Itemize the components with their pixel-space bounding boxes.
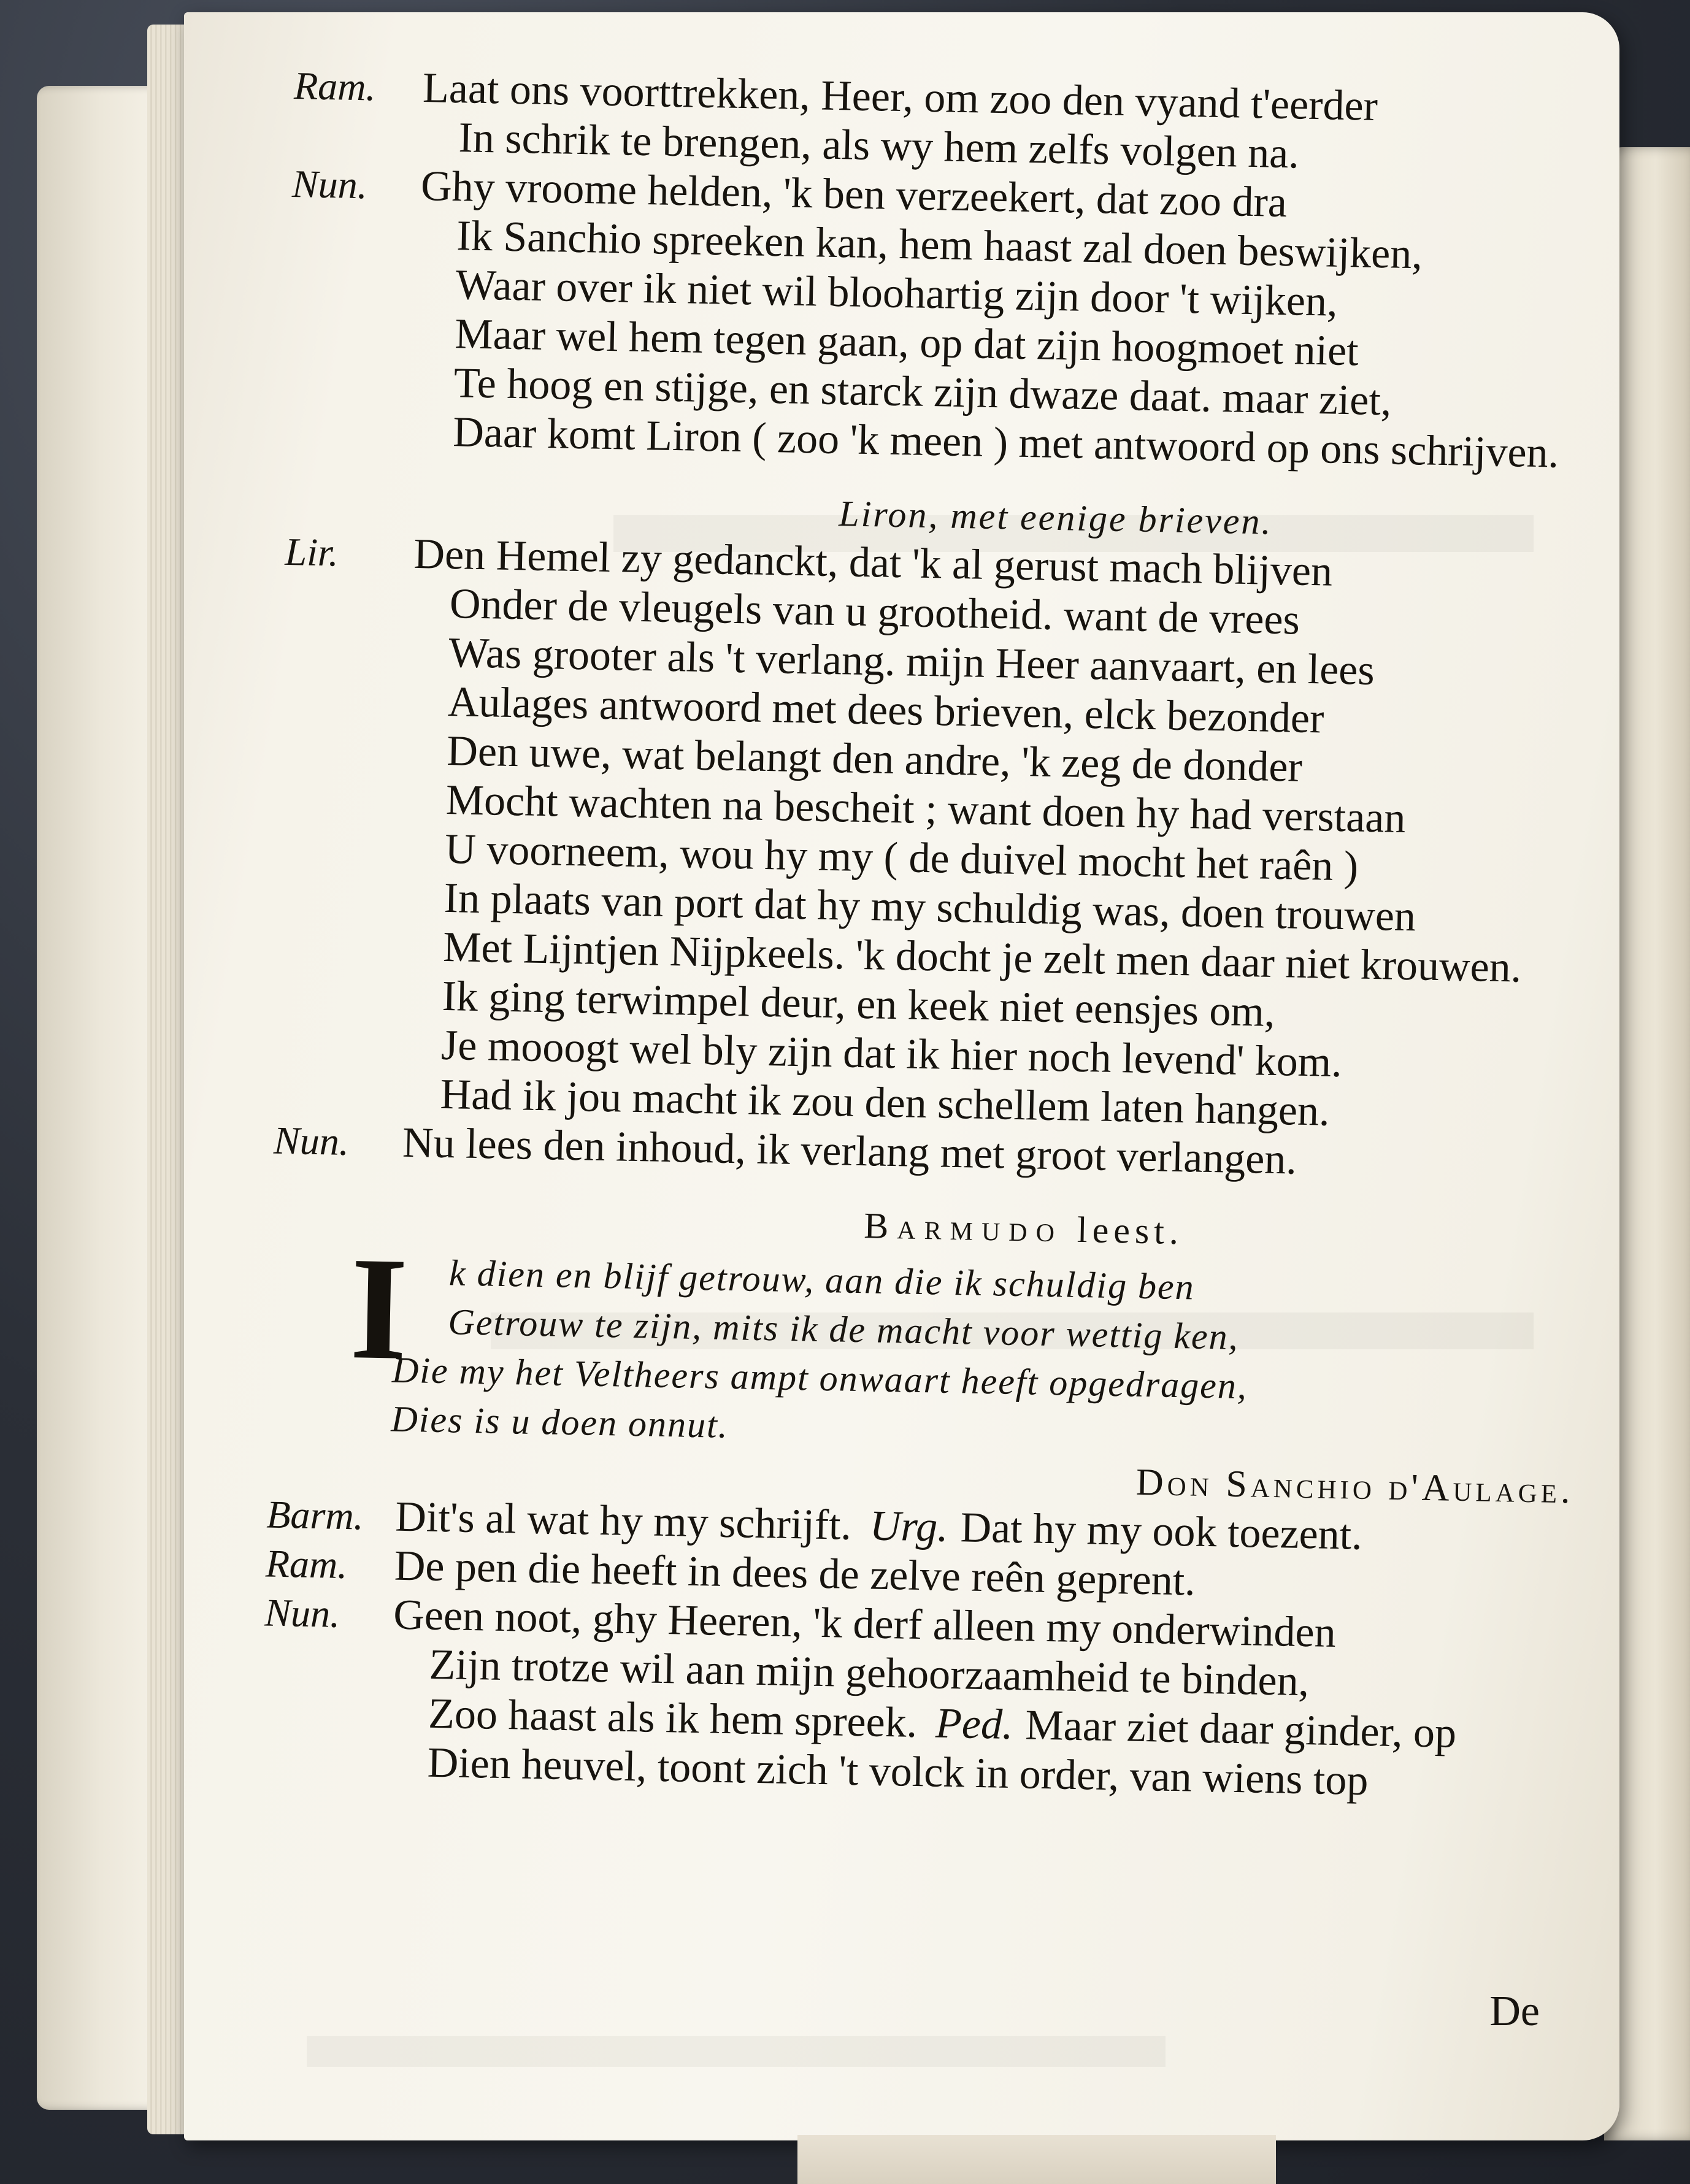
verse-text: Ik ging terwimpel deur, en keek niet eensjes om, [442,972,1276,1036]
speaker-label: Nun. [264,1590,340,1636]
verse-text: Mocht wachten na bescheit ; want doen hy had verstaan [445,776,1407,842]
letter-line: Getrouw te zijn, mits ik de macht voor wettig ken, [447,1301,1240,1357]
book-page [184,12,1619,2140]
verse-text: Met Lijntjen Nijpkeels. 'k docht je zelt men daar niet krouwen. [442,923,1522,992]
verse-segment: Dit's al wat hy my schrijft. [394,1493,852,1549]
drop-cap: I [348,1226,409,1390]
verse-text: U voorneem, wou hy my ( de duivel mocht het raên ) [444,825,1359,891]
verse-text: Aulages antwoord met dees brieven, elck bezonder [447,678,1325,743]
speaker-label: Ped. [935,1699,1014,1749]
verse-segment: Maar ziet daar ginder, op [1024,1701,1457,1757]
verse-text: Daar komt Liron ( zoo 'k meen ) met antwoord op ons schrijven. [452,408,1559,477]
verse-segment: Dat hy my ook toezent. [959,1504,1363,1559]
letter-signature: Don Sanchio d'Aulage. [1135,1461,1575,1512]
verse-text: In schrik te brengen, als wy hem zelfs volgen na. [458,114,1300,178]
verse-text: Geen noot, ghy Heeren, 'k derf alleen my onderwinden [393,1591,1337,1657]
verse-text: Had ik jou macht ik zou den schellem laten hangen. [439,1070,1331,1135]
verse-text: De pen die heeft in dees de zelve reên geprent. [394,1542,1196,1605]
speaker-label: Ram. [265,1541,348,1587]
letter-line: k dien en blijf getrouw, aan die ik schuldig ben [448,1252,1196,1308]
speaker-label: Ram. [293,63,377,109]
verse-text: Laat ons voorttrekken, Heer, om zoo den vyand t'eerder [422,64,1378,130]
reads-verb: leest. [1077,1209,1184,1252]
speaker-label: Lir. [284,529,339,575]
play-text [261,61,1613,1810]
verse-text: Was grooter als 't verlang. mijn Heer aanvaart, en lees [448,629,1375,694]
show-through-shadow [307,2036,1166,2067]
verse-text: Den Hemel zy gedanckt, dat 'k al gerust mach blijven [413,530,1333,596]
verse-segment: Zoo haast als ik hem spreek. [428,1690,918,1747]
verse-text: Zijn trotze wil aan mijn gehoorzaamheid te binden, [429,1641,1310,1706]
verse-text: Te hoog en stijge, en starck zijn dwaze daat. maar ziet, [453,359,1392,425]
verse-text: Waar over ik niet wil bloohartig zijn door 't wijken, [455,261,1339,326]
verse-text: Den uwe, wat belangt den andre, 'k zeg de donder [446,727,1303,791]
verse-text: Ik Sanchio spreeken kan, hem haast zal doen beswijken, [456,212,1423,278]
speaker-label: Nun. [291,161,368,207]
verse-text: Nu lees den inhoud, ik verlang met groot verlangen. [402,1119,1297,1184]
letter-line: Die my het Veltheers ampt onwaart heeft opgedragen, [391,1349,1248,1407]
stage-direction: Liron, met eenige brieven. [838,493,1273,542]
speaker-label: Nun. [273,1118,350,1164]
verse-text: Onder de vleugels van u grootheid. want de vrees [449,580,1300,644]
verse-text: Maar wel hem tegen gaan, op dat zijn hoogmoet niet [454,310,1359,375]
verse-text: Dien heuvel, toont zich 't volck in order, van wiens top [427,1739,1369,1805]
verse-text: Je mooogt wel bly zijn dat ik hier noch levend' kom. [440,1021,1343,1087]
bookmark-strip [797,2135,1276,2184]
catchword: De [1489,1988,1540,2035]
speaker-label: Urg. [869,1502,949,1551]
speaker-label: Barm. [266,1492,364,1538]
verse-text: Ghy vroome helden, 'k ben verzeekert, dat zoo dra [420,163,1288,227]
letter-line: Dies is u doen onnut. [390,1398,729,1446]
reader-name: Barmudo [863,1205,1064,1250]
verse-text: In plaats van port dat hy my schuldig was, doen trouwen [444,874,1416,941]
